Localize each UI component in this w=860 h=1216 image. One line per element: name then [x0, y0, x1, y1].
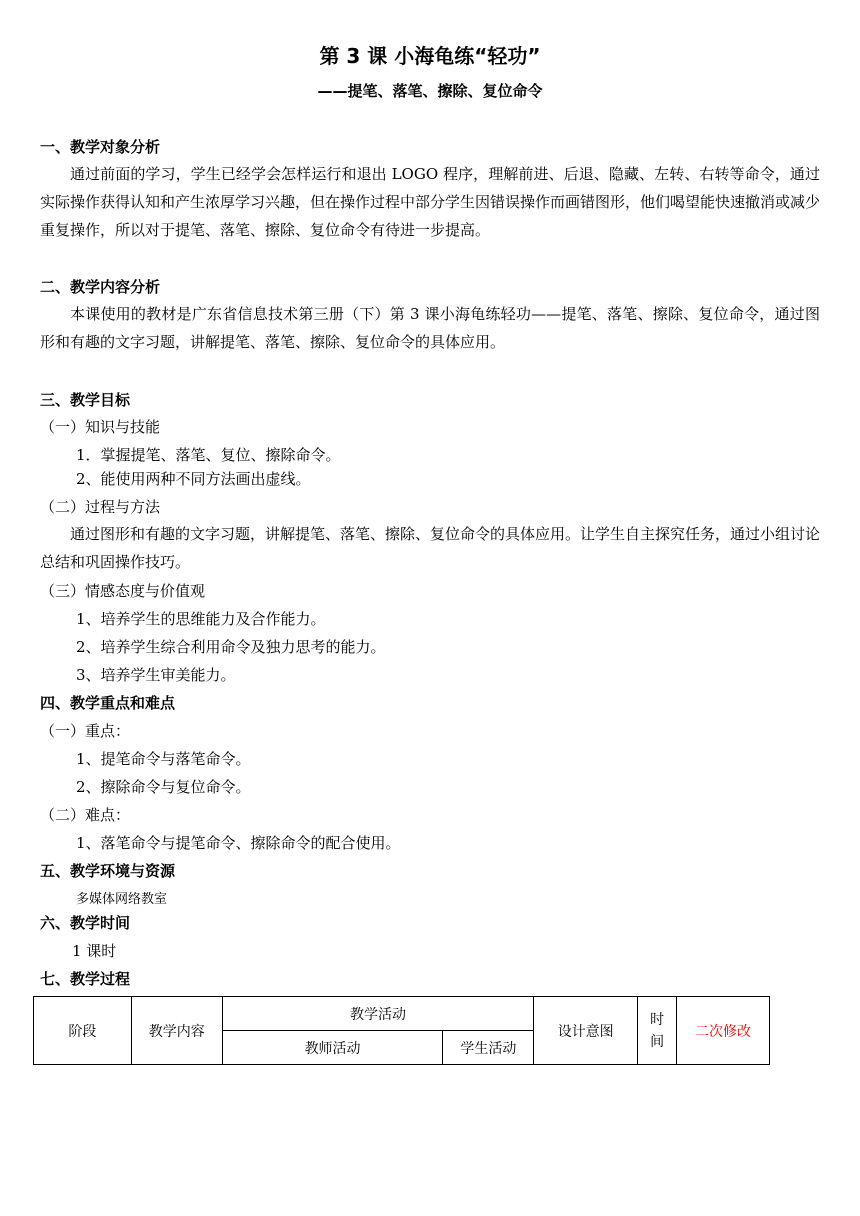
- section-heading-key-points: 四、教学重点和难点: [40, 694, 176, 712]
- process-method-paragraph: 通过图形和有趣的文字习题，讲解提笔、落笔、擦除、复位命令的具体应用。让学生自主探究任务，通过小组讨论总结和巩固操作技巧。: [40, 525, 821, 571]
- list-item: 2、培养学生综合利用命令及独力思考的能力。: [76, 638, 386, 656]
- teaching-process-table: [33, 996, 770, 1065]
- learner-analysis-paragraph: 通过前面的学习，学生已经学会怎样运行和退出 LOGO 程序，理解前进、后退、隐藏、左转、右转等命令，通过实际操作获得认知和产生浓厚学习兴趣，但在操作过程中部分学生因错误操作而画错图形，他们喝望能快速撤消或减少重复操作，所以对于提笔、落笔、擦除、复位命令有待进一步提高。: [40, 165, 821, 239]
- list-item: 1、提笔命令与落笔命令。: [76, 750, 251, 768]
- header-intent: 设计意图: [534, 997, 638, 1065]
- section-heading-learner-analysis: 一、教学对象分析: [40, 138, 161, 156]
- section-heading-process: 七、教学过程: [40, 970, 131, 988]
- header-content: 教学内容: [131, 997, 222, 1065]
- list-item: 1、落笔命令与提笔命令、擦除命令的配合使用。: [76, 834, 401, 852]
- section-heading-objectives: 三、教学目标: [40, 391, 131, 409]
- section-heading-time: 六、教学时间: [40, 914, 131, 932]
- header-time: 时间: [638, 997, 677, 1065]
- content-analysis-paragraph: 本课使用的教材是广东省信息技术第三册（下）第 3 课小海龟练轻功——提笔、落笔、擦除、复位命令，通过图形和有趣的文字习题，讲解提笔、落笔、擦除、复位命令的具体应用。: [40, 305, 820, 351]
- header-revision: 二次修改: [677, 997, 770, 1065]
- list-item: 2、擦除命令与复位命令。: [76, 778, 251, 796]
- list-item: 2、能使用两种不同方法画出虚线。: [76, 470, 311, 488]
- objective-sub-knowledge: （一）知识与技能: [40, 418, 161, 436]
- time-text: 1 课时: [72, 942, 117, 960]
- lesson-subtitle: ——提笔、落笔、擦除、复位命令: [317, 82, 543, 100]
- list-item: 3、培养学生审美能力。: [76, 666, 236, 684]
- difficulty-sub: （二）难点：: [40, 806, 131, 824]
- list-item: 1．掌握提笔、落笔、复位、擦除命令。: [76, 446, 341, 464]
- objective-sub-process: （二）过程与方法: [40, 498, 161, 516]
- header-teacher-activity: 教师活动: [222, 1031, 443, 1065]
- section-heading-content-analysis: 二、教学内容分析: [40, 278, 161, 296]
- environment-text: 多媒体网络教室: [76, 892, 168, 907]
- header-student-activity: 学生活动: [443, 1031, 534, 1065]
- objective-sub-attitude: （三）情感态度与价值观: [40, 582, 206, 600]
- key-point-sub: （一）重点：: [40, 722, 131, 740]
- list-item: 1、培养学生的思维能力及合作能力。: [76, 610, 326, 628]
- header-activity: 教学活动: [222, 997, 534, 1031]
- header-stage: 阶段: [34, 997, 132, 1065]
- section-heading-environment: 五、教学环境与资源: [40, 862, 176, 880]
- lesson-title: 第 3 课 小海龟练“轻功”: [319, 44, 541, 68]
